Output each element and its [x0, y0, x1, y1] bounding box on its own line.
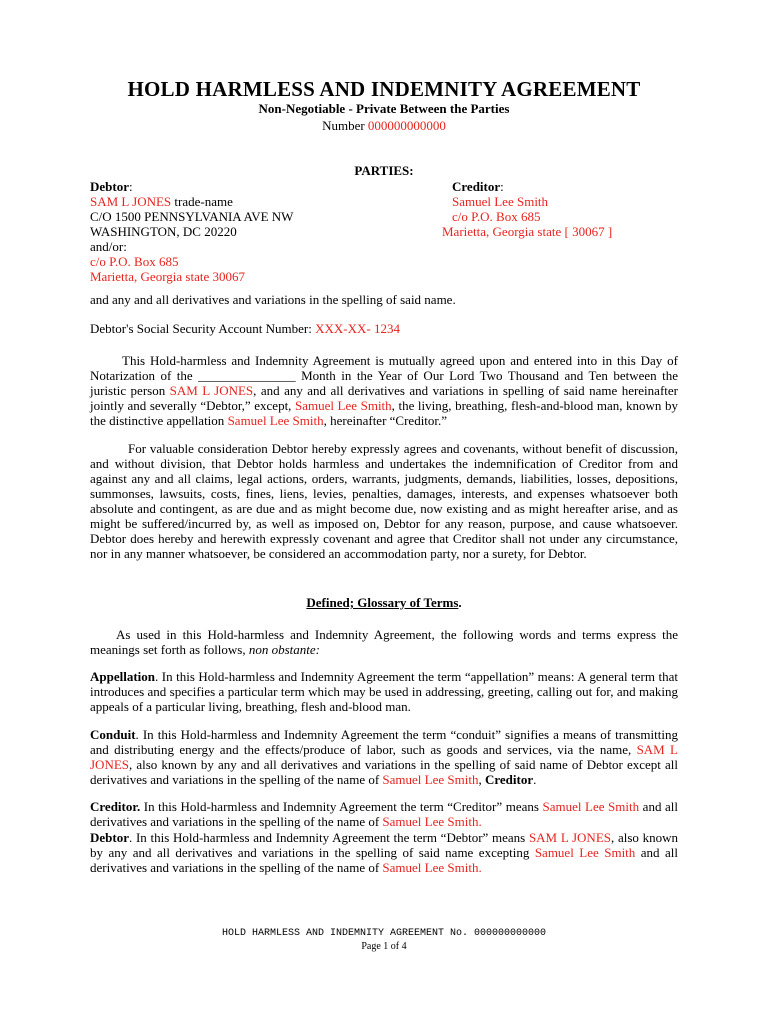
footer-agreement-line: HOLD HARMLESS AND INDEMNITY AGREEMENT No. 000000000000: [221, 928, 547, 939]
ssn-line: [90, 321, 400, 337]
debtor-def-name-1: SAM L JONES: [528, 830, 611, 845]
document-title: HOLD HARMLESS AND INDEMNITY AGREEMENT: [127, 77, 641, 101]
debtor-def-name-3: Samuel Lee Smith.: [382, 860, 482, 875]
intro-creditor-appellation: Samuel Lee Smith: [227, 413, 324, 428]
derivatives-line: and any and all derivatives and variations in the spelling of said name.: [90, 292, 456, 307]
debtor-def-term: Debtor: [90, 830, 129, 845]
document-subtitle: Non-Negotiable - Private Between the Parties: [258, 101, 510, 116]
footer-page-number: Page 1 of 4: [361, 941, 407, 952]
creditor-label: Creditor: [452, 179, 501, 194]
creditor-def-name-1: Samuel Lee Smith: [542, 799, 640, 814]
agreement-number-line: [0, 118, 768, 134]
creditor-block: Creditor: Samuel Lee Smith c/o P.O. Box 685 Marietta, Georgia state [ 30067 ]: [442, 179, 702, 239]
glossary-intro-italic: non obstante:: [248, 642, 321, 657]
debtor-def-name-2: Samuel Lee Smith: [534, 845, 636, 860]
conduit-text-c: ,: [478, 772, 485, 787]
intro-text-d: , hereinafter “Creditor.”: [323, 413, 448, 428]
debtor-name: SAM L JONES: [90, 194, 172, 209]
glossary-intro-paragraph: [90, 627, 678, 657]
intro-text-a: This Hold-harmless and Indemnity Agreement is mutually agreed upon and entered into in this Day of Notarization of the _______________ Month in the Year of Our Lord Two Thousand and Ten between the juristic person: [90, 353, 678, 398]
glossary-intro-text: As used in this Hold-harmless and Indemnity Agreement, the following words and terms express the meanings set forth as follows,: [90, 627, 678, 657]
conduit-definition: [90, 727, 678, 787]
debtor-label: Debtor: [90, 179, 129, 194]
consideration-paragraph: For valuable consideration Debtor hereby expressly agrees and covenants, without benefit of discussion, and without division, that Debtor holds harmless and undertakes the indemnification of Creditor from and against any and all claims, legal actions, orders, warrants, judgments, demands, liabilities, losses, depositions, summonses, lawsuits, costs, fines, liens, levies, penalties, damages, interests, and expenses whatsoever both absolute and contingent, as are due and as might become due, now existing and as might hereafter arise, and as might be suffered/incurred by, as well as imposed on, Debtor for any reason, purpose, and cause whatsoever. Debtor does hereby and herewith expressly covenant and agree that Creditor shall not under any circumstance, nor in any manner whatsoever, be considered an accommodation party, nor a surety, for Debtor.: [90, 441, 678, 561]
number-value: 000000000000: [367, 118, 446, 133]
creditor-address-2: Marietta, Georgia state [ 30067 ]: [442, 224, 613, 239]
appellation-definition: [90, 669, 678, 714]
conduit-creditor-name: Samuel Lee Smith: [382, 772, 479, 787]
debtor-address-1: C/O 1500 PENNSYLVANIA AVE NW: [90, 209, 294, 224]
intro-text-c: , the living, breathing, flesh-and-blood man, known by the distinctive appellation: [90, 398, 678, 428]
glossary-heading-text: Defined; Glossary of Terms: [306, 595, 459, 610]
creditor-address-1: c/o P.O. Box 685: [452, 209, 541, 224]
number-label: Number: [322, 118, 365, 133]
ssn-label: Debtor's Social Security Account Number:: [90, 321, 316, 336]
conduit-creditor-bold: Creditor: [484, 772, 534, 787]
debtor-def-text-c: and all derivatives and variations in the spelling of the name of: [90, 845, 679, 875]
conduit-term: Conduit: [90, 727, 136, 742]
creditor-def-text-b: and all derivatives and variations in the spelling of the name of: [90, 799, 678, 829]
debtor-block: Debtor: SAM L JONES trade-name C/O 1500 PENNSYLVANIA AVE NW WASHINGTON, DC 20220 and/or: c/o P.O. Box 685 Marietta, Georgia state 30067: [90, 179, 390, 284]
appellation-term: Appellation: [90, 669, 156, 684]
glossary-heading: [0, 595, 768, 611]
debtor-alt-address-1: c/o P.O. Box 685: [90, 254, 179, 269]
ssn-value: XXX-XX- 1234: [315, 321, 400, 336]
debtor-address-2: WASHINGTON, DC 20220: [90, 224, 237, 239]
debtor-alt-address-2: Marietta, Georgia state 30067: [90, 269, 245, 284]
creditor-def-term: Creditor.: [90, 799, 141, 814]
debtor-name-suffix: trade-name: [174, 194, 233, 209]
creditor-definition: [90, 799, 678, 829]
parties-heading: PARTIES:: [354, 163, 414, 178]
creditor-def-name-2: Samuel Lee Smith.: [382, 814, 482, 829]
creditor-def-text-a: In this Hold-harmless and Indemnity Agreement the term “Creditor” means: [140, 799, 543, 814]
conduit-debtor-name: SAM L JONES: [90, 742, 679, 772]
conduit-text-d: .: [533, 772, 537, 787]
intro-creditor-name: Samuel Lee Smith: [295, 398, 392, 413]
intro-paragraph: [90, 353, 678, 428]
appellation-text: . In this Hold-harmless and Indemnity Agreement the term “appellation” means: A general term that introduces and specifies a particular term which may be used in addressing, greeting, calling out for, and making appeals of a particular living, breathing, flesh and-blood man.: [90, 669, 678, 714]
debtor-andor: and/or:: [90, 239, 127, 254]
debtor-def-text-a: . In this Hold-harmless and Indemnity Agreement the term “Debtor” means: [129, 830, 529, 845]
intro-debtor-name: SAM L JONES: [169, 383, 254, 398]
debtor-def-text-b: , also known by any and all derivatives and variations in the spelling of said name excepting: [90, 830, 678, 860]
debtor-definition: [90, 830, 678, 875]
conduit-text-a: . In this Hold-harmless and Indemnity Agreement the term “conduit” signifies a means of transmitting and distributing energy and the effects/produce of labor, such as goods and services, via the name,: [90, 727, 678, 757]
glossary-heading-end: .: [458, 595, 462, 610]
creditor-name: Samuel Lee Smith: [452, 194, 549, 209]
conduit-text-b: , also known by any and all derivatives and variations in the spelling of said name of Debtor except all derivatives and variations in the spelling of the name of: [90, 757, 678, 787]
intro-text-b: , and any and all derivatives and variations in spelling of said name hereinafter jointly and severally “Debtor,” except,: [90, 383, 678, 413]
